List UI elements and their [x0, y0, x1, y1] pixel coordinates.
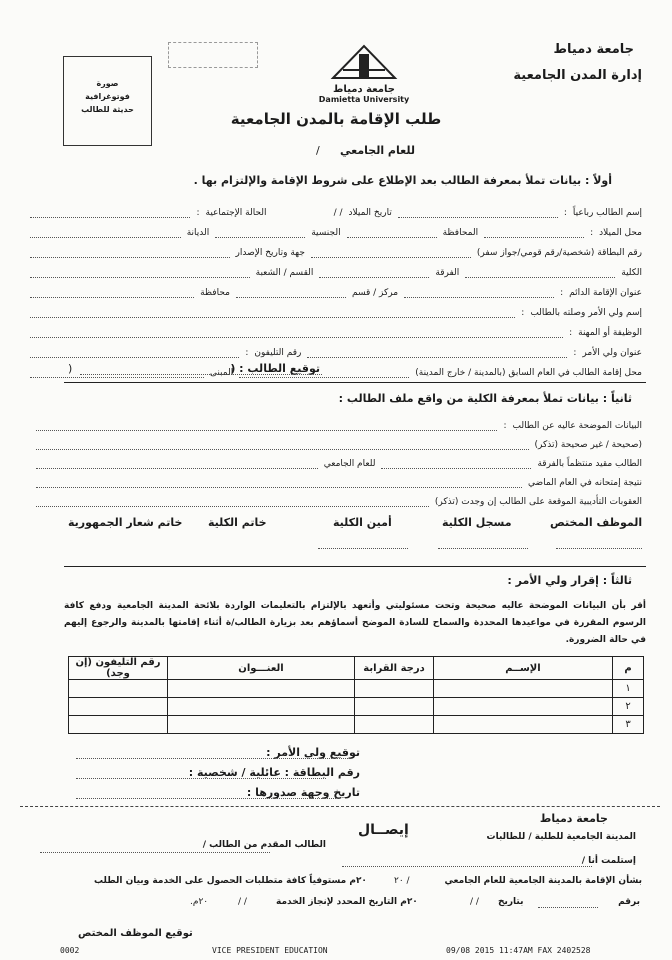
governorate-label: المحافظة [442, 228, 479, 238]
signature-close: ) [68, 362, 73, 375]
table-row [69, 716, 644, 734]
faculty-field[interactable] [465, 277, 615, 278]
table-row [69, 698, 644, 716]
row-index: ١ [613, 680, 644, 698]
address-field[interactable] [404, 297, 554, 298]
officer-label: الموظف المختص [550, 516, 643, 529]
form-line: الوظيفة أو المهنة : [30, 318, 642, 338]
receipt-city: المدينة الجامعية للطلبة / للطالبات [486, 832, 636, 842]
data-accuracy-label: البيانات الموضحة عاليه عن الطالب [512, 421, 642, 431]
receipt-line2-d: ٢٠م التاريخ المحدد لإنجاز الخدمة [276, 897, 418, 907]
receipt-line2-e: / / [238, 897, 247, 907]
academic-year-2-label: للعام الجامعي [323, 459, 376, 469]
secretary-signature[interactable] [318, 548, 408, 549]
col-index: م [613, 657, 644, 680]
birth-date-label: تاريخ الميلاد [348, 208, 392, 218]
cell[interactable] [69, 680, 168, 698]
birth-place-label: محل الميلاد [599, 228, 642, 238]
phone-label: رقم التليفون [254, 348, 302, 358]
receipt-line2-f: ٢٠م. [190, 897, 209, 907]
form-line: إسم ولي الأمر وصلته بالطالب : [30, 298, 642, 318]
guardian-name-field[interactable] [30, 317, 515, 318]
logo-icon [329, 42, 399, 80]
guardian-signature-field[interactable] [76, 758, 350, 759]
occupation-label: الوظيفة أو المهنة [578, 328, 642, 338]
student-name-label: إسم الطالب رباعياً [572, 208, 642, 218]
relatives-table [68, 656, 644, 734]
photo-box-line: حديثة للطالب [81, 105, 134, 114]
form-line [36, 431, 642, 450]
faculty-label: الكلية [621, 268, 642, 278]
student-signature-label: توقيع الطالب : ( [230, 362, 320, 375]
form-line: عنوان ولي الأمر : رقم التليفون : [30, 338, 642, 358]
receipt-line1-c: ٢٠م مستوفياً كافة متطلبات الحصول على الخدمة وبيان الطلب [94, 876, 367, 886]
id-number-field[interactable] [76, 778, 326, 779]
building-field[interactable] [30, 377, 204, 378]
province-field[interactable] [30, 297, 194, 298]
previous-residence-label: محل إقامة الطالب في العام السابق (بالمدينة / خارج المدينة) [415, 368, 642, 378]
cell[interactable] [69, 716, 168, 734]
receipt-line1-b: ٢٠ / [394, 876, 410, 886]
registrar-signature[interactable] [438, 548, 528, 549]
table-header-row [69, 657, 644, 680]
cell[interactable] [434, 680, 613, 698]
marital-status-label: الحالة الإجتماعية [205, 208, 267, 218]
issue-place-field[interactable] [30, 257, 230, 258]
form-line [36, 450, 642, 469]
id-card-label: رقم البطاقة (شخصية/رقم قومي/جواز سفر) [476, 248, 642, 258]
university-name: جامعة دمياط [553, 42, 634, 57]
birth-place-field[interactable] [484, 237, 584, 238]
cell[interactable] [355, 680, 434, 698]
cut-line [20, 806, 660, 807]
secretary-label: أمين الكلية [333, 516, 392, 529]
issue-date-field[interactable] [76, 798, 338, 799]
district-field[interactable] [236, 297, 346, 298]
divider [64, 566, 646, 567]
academic-year-2-field[interactable] [36, 468, 318, 469]
republic-seal-label: خاتم شعار الجمهورية [68, 516, 183, 529]
receipt-line2-a: برقم [618, 897, 640, 907]
marital-status-field[interactable] [30, 217, 190, 218]
section3-heading: ثالثاً : إقرار ولي الأمر : [507, 574, 632, 587]
address-label: عنوان الإقامة الدائم [569, 288, 642, 298]
logo-text-ar: جامعة دمياط [333, 84, 395, 95]
data-accuracy-field[interactable] [36, 430, 497, 431]
exam-result-label: نتيجة إمتحانه في العام الماضي [528, 478, 642, 488]
cell[interactable] [355, 698, 434, 716]
receipt-title: إيصــال [358, 822, 409, 838]
year-field[interactable] [319, 277, 429, 278]
logo-text-en: Damietta University [318, 95, 410, 104]
receipt-number-field[interactable] [538, 907, 598, 908]
cell[interactable] [434, 698, 613, 716]
cell[interactable] [168, 698, 355, 716]
phone-field[interactable] [30, 357, 239, 358]
university-logo [316, 42, 412, 108]
id-card-field[interactable] [311, 257, 471, 258]
cell[interactable] [168, 680, 355, 698]
cell[interactable] [69, 698, 168, 716]
guardian-name-label: إسم ولي الأمر وصلته بالطالب [530, 308, 642, 318]
department-label: القسم / الشعبة [255, 268, 314, 278]
fax-timestamp: 09/08 2015 11:47AM FAX 2402528 [446, 946, 591, 955]
student-data-lines [30, 198, 642, 378]
received-from-label: إستلمت أنا / [581, 856, 636, 866]
receipt-university: جامعة دمياط [539, 812, 608, 825]
received-from-field[interactable] [342, 866, 592, 867]
cell[interactable] [355, 716, 434, 734]
form-line: محل الميلاد : المحافظة الجنسية الديانة [30, 218, 642, 238]
employee-signature-label: توقيع الموظف المختص [78, 928, 193, 939]
row-index: ٣ [613, 716, 644, 734]
province-label: محافظة [200, 288, 230, 298]
form-line [36, 469, 642, 488]
academic-year-slash: / [316, 144, 320, 157]
penalties-label: العقوبات التأديبية الموقعة على الطالب إن وجدت (تذكر) [434, 497, 642, 507]
form-line [36, 488, 642, 507]
divider [64, 382, 646, 383]
department-name: إدارة المدن الجامعية [513, 68, 642, 83]
col-relation: درجة القرابة [355, 657, 434, 680]
form-line [30, 238, 642, 258]
religion-field[interactable] [30, 237, 181, 238]
exam-result-field[interactable] [36, 487, 522, 488]
faculty-seal-label: خاتم الكلية [208, 516, 267, 529]
row-index: ٢ [613, 698, 644, 716]
registrar-label: مسجل الكلية [442, 516, 512, 529]
building-label: المبنى [209, 368, 234, 378]
photo-box-line: صورة [96, 79, 119, 88]
fax-page: 0002 [60, 946, 80, 955]
officer-signature[interactable] [556, 548, 642, 549]
district-label: مركز / قسم [351, 288, 399, 298]
religion-label: الديانة [186, 228, 210, 238]
applicant-label: الطالب المقدم من الطالب / [202, 840, 326, 850]
cell[interactable] [168, 716, 355, 734]
receipt-line1-a: بشأن الإقامة بالمدينة الجامعية للعام الجامعي [444, 876, 642, 886]
birth-date-field[interactable]: / / [333, 208, 343, 218]
penalties-field[interactable] [36, 506, 429, 507]
enrolled-label: الطالب مقيد منتظماً بالفرقة [537, 459, 642, 469]
student-signature-field[interactable] [80, 374, 322, 375]
col-name: الإســم [434, 657, 613, 680]
receipt-line2-c: / / [470, 897, 479, 907]
form-line [30, 258, 642, 278]
cell[interactable] [434, 716, 613, 734]
guardian-address-label: عنوان ولي الأمر [582, 348, 642, 358]
correct-field[interactable] [36, 449, 529, 450]
issue-date-label: تاريخ وجهة صدورها : [246, 786, 360, 799]
table-row [69, 680, 644, 698]
department-field[interactable] [30, 277, 250, 278]
form-line [30, 358, 642, 378]
guardian-signature-label: توقيع ولي الأمر : [266, 746, 360, 759]
nationality-label: الجنسية [311, 228, 341, 238]
academic-year-label: للعام الجامعي [340, 144, 415, 157]
fax-footer [0, 944, 672, 958]
form-line: إسم الطالب رباعياً : تاريخ الميلاد / / الحالة الإجتماعية : [30, 198, 642, 218]
form-line: البيانات الموضحة عاليه عن الطالب : [36, 412, 642, 431]
section1-heading: أولاً : بيانات تملأ بمعرفة الطالب بعد الإطلاع على شروط الإقامة والإلتزام بها . [193, 174, 612, 187]
governorate-field[interactable] [347, 237, 437, 238]
photo-box [63, 56, 152, 146]
nationality-field[interactable] [215, 237, 305, 238]
guardian-declaration: أقر بأن البيانات الموضحة عاليه صحيحة وتحت مسئوليتي وأتعهد بالإلتزام بالتعليمات الواردة بلائحة المدينة الجامعية ودفع كافة الرسوم المقررة في مواعيدها المحددة والسماح للسادة الموضح أسماؤهم بعد بزيارة الطالب/ة أثناء إقامتها بالمدينة والرجوع إليهم في حالة الضرورة. [64, 601, 646, 645]
correct-label: (صحيحة / غير صحيحة (تذكر) [534, 440, 642, 450]
receipt-line2-b: بتاريخ [498, 897, 524, 907]
guardian-address-field[interactable] [307, 357, 567, 358]
fax-sender: VICE PRESIDENT EDUCATION [212, 946, 328, 955]
section2-heading: ثانياً : بيانات تملأ بمعرفة الكلية من واقع ملف الطالب : [338, 392, 632, 405]
issue-place-label: جهة وتاريخ الإصدار [235, 248, 305, 258]
form-title: طلب الإقامة بالمدن الجامعية [230, 110, 442, 128]
photo-box-line: فوتوغرافية [85, 92, 130, 101]
form-line: عنوان الإقامة الدائم : مركز / قسم محافظة [30, 278, 642, 298]
previous-residence-field[interactable] [239, 377, 409, 378]
col-address: العنـــوان [168, 657, 355, 680]
enrolled-field[interactable] [381, 468, 531, 469]
id-number-label: رقم البطاقة : عائلية / شخصية : [188, 766, 360, 779]
occupation-field[interactable] [30, 337, 563, 338]
year-label: الفرقة [435, 268, 460, 278]
faculty-data-lines [36, 412, 642, 507]
student-name-field[interactable] [398, 217, 558, 218]
top-stamp [168, 42, 258, 68]
applicant-field[interactable] [40, 852, 270, 853]
col-phone: رقم التليفون (إن وجد) [69, 657, 168, 680]
